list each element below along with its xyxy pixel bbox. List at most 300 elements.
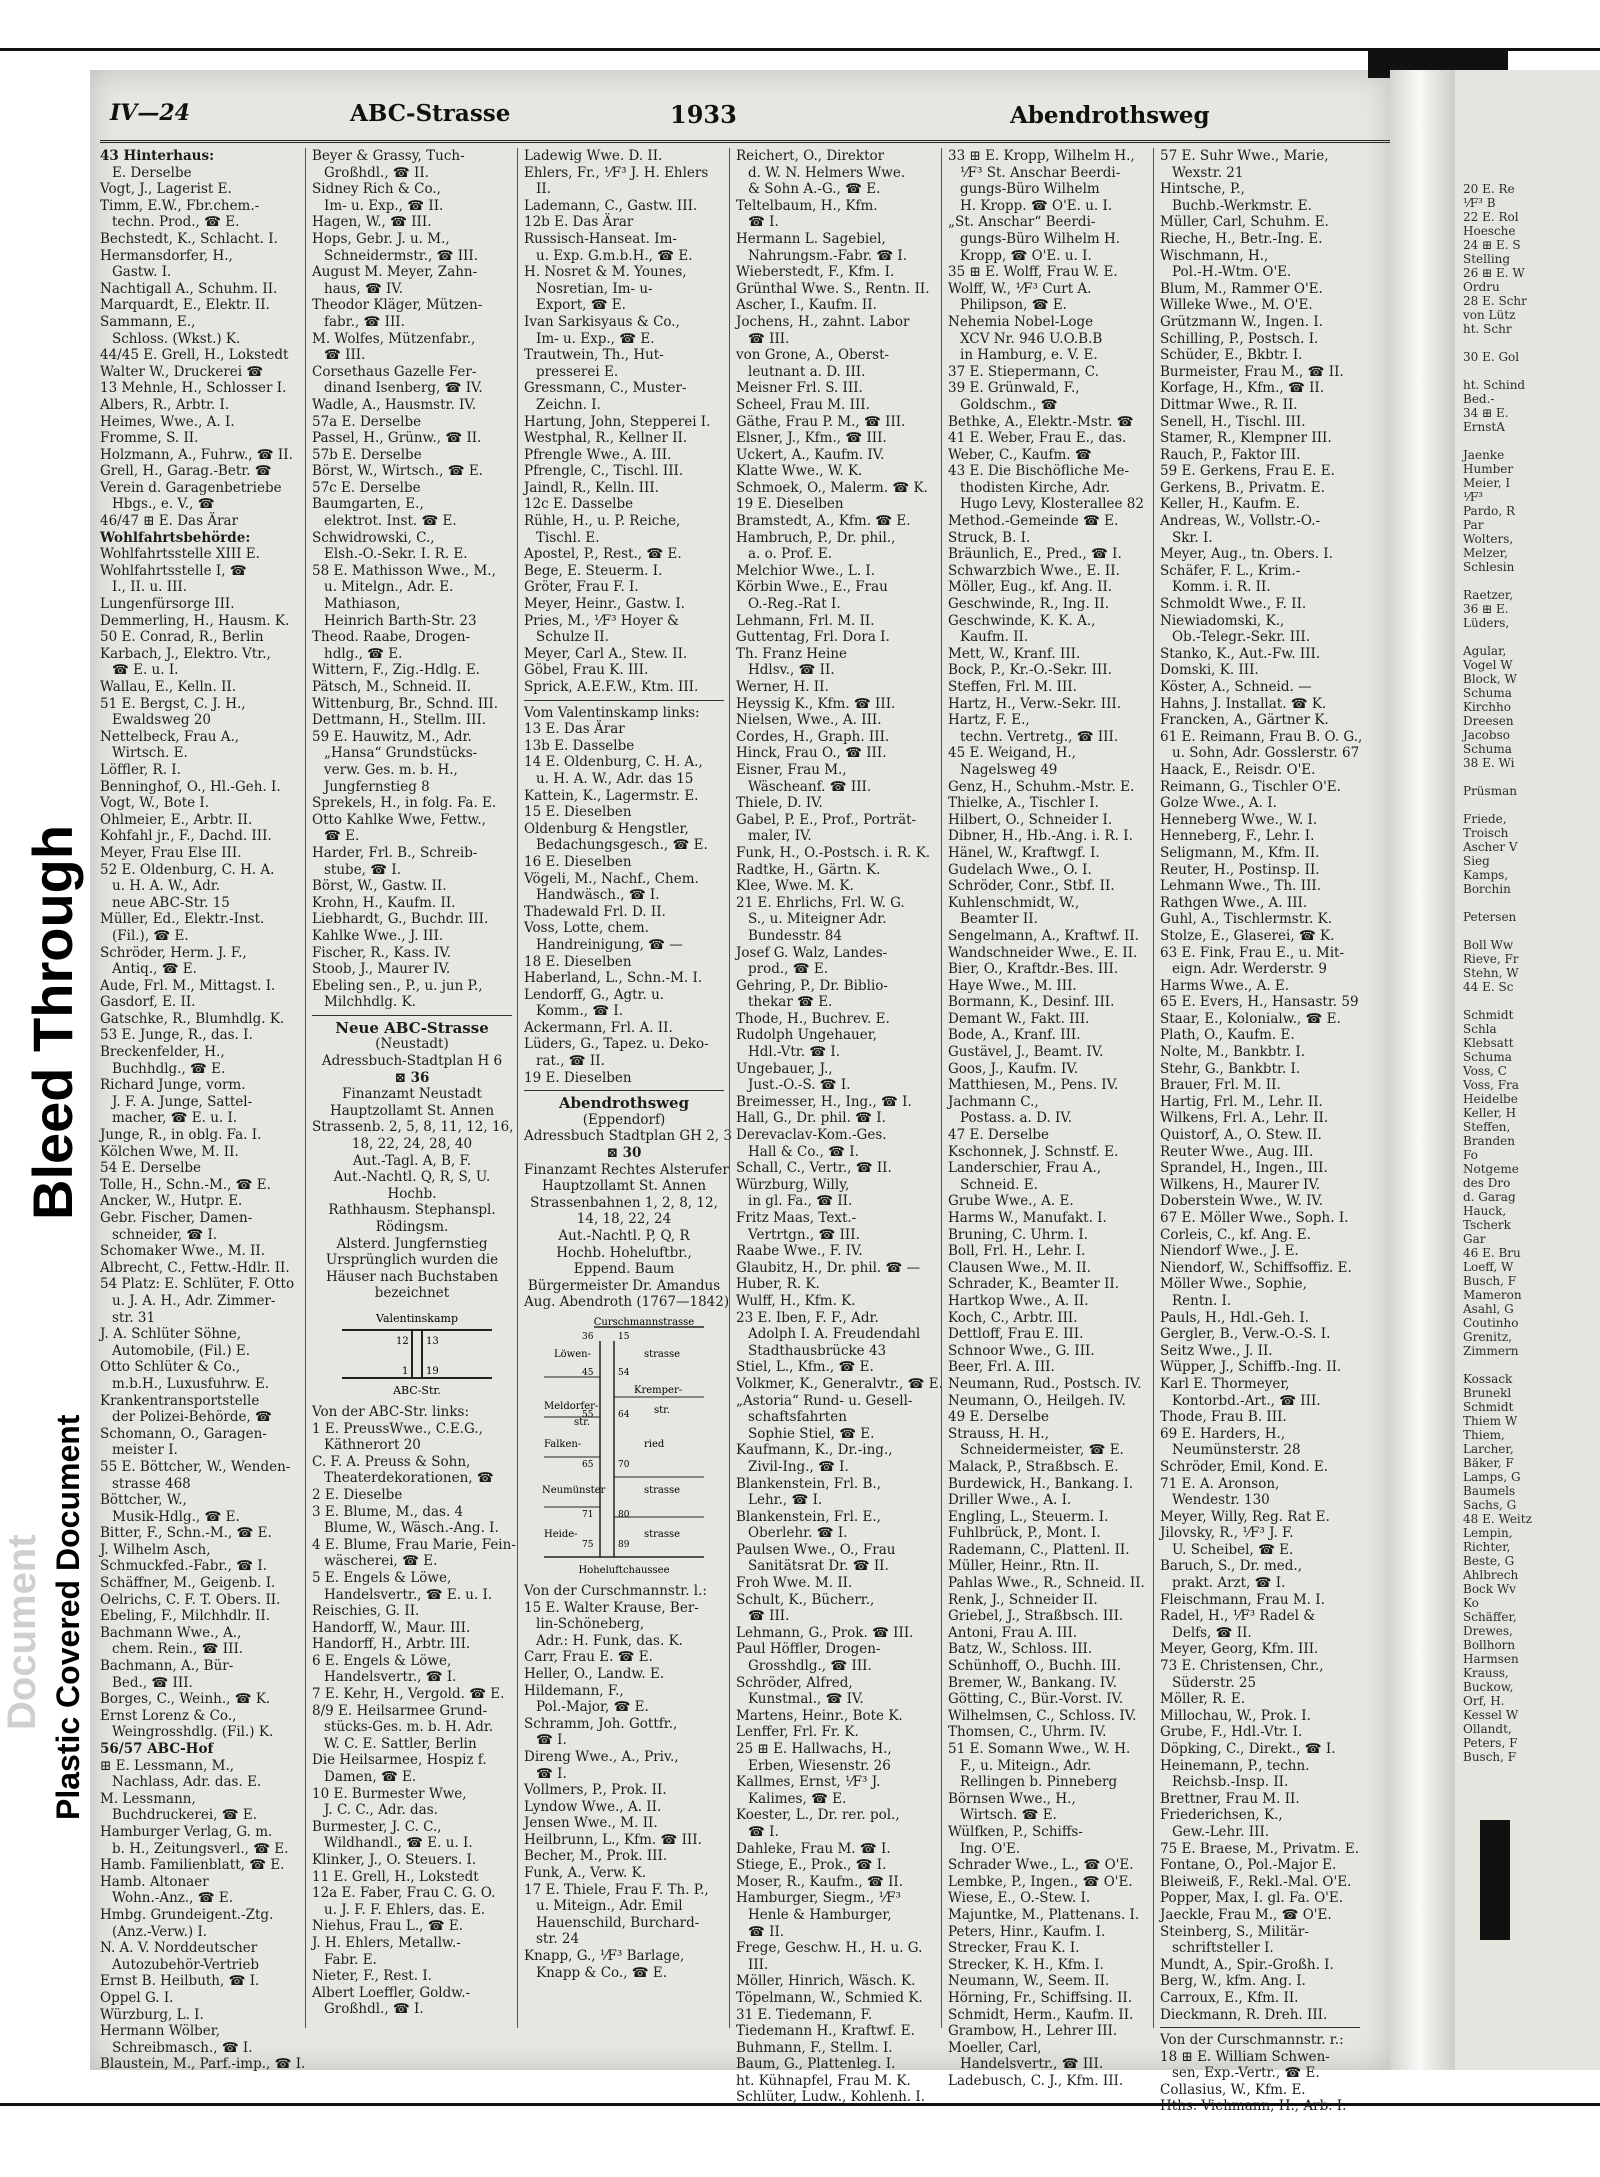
facing-page-entry: Borchin: [1463, 882, 1511, 896]
directory-entry: Wüpper, J., Schiffb.-Ing. II.: [1160, 1359, 1342, 1376]
directory-entry: Möller, Eug., kf. Ang. II.: [948, 579, 1113, 596]
facing-page-entry: Peters, F: [1463, 1736, 1518, 1750]
directory-entry: Hermann L. Sagebiel,: [736, 230, 886, 247]
directory-entry: Gastw. I.: [112, 264, 172, 281]
facing-page-entry: Asahl, G: [1463, 1302, 1514, 1316]
directory-entry: 61 E. Reimann, Frau B. O. G.,: [1160, 728, 1363, 745]
directory-entry: Oldenburg & Hengstler,: [524, 820, 689, 837]
directory-entry: Beamter II.: [960, 911, 1038, 928]
directory-entry: Bachmann, A., Bür-: [100, 1658, 234, 1675]
directory-entry: 65 E. Evers, H., Hansastr. 59: [1160, 994, 1359, 1011]
directory-entry: Pauls, H., Hdl.-Geh. I.: [1160, 1309, 1309, 1326]
map-label: 12: [396, 1335, 409, 1347]
directory-entry: Ernst B. Heilbuth, ☎ I.: [100, 1973, 260, 1990]
directory-entry: Oppel G. I.: [100, 1989, 174, 2006]
directory-entry: Bleiweiß, F., Rekl.-Mal. O'E.: [1160, 1873, 1352, 1890]
facing-page-entry: Schmidt: [1463, 1400, 1514, 1414]
directory-entry: Autozubehör-Vertrieb: [112, 1956, 260, 1973]
directory-entry: Rödingsm.: [375, 1219, 449, 1235]
directory-entry: ☎ III.: [748, 1608, 790, 1625]
directory-entry: Uckert, A., Kaufm. IV.: [736, 446, 885, 463]
map-label: Curschmannstrasse: [593, 1316, 695, 1328]
directory-entry: Ewaldsweg 20: [112, 712, 212, 729]
directory-entry: Die Heilsarmee, Hospiz f.: [312, 1752, 487, 1769]
directory-entry: u. J. A. H., Adr. Zimmer-: [112, 1292, 276, 1309]
directory-entry: u. Miteign., Adr. Emil: [536, 1898, 683, 1915]
directory-entry: Seitz Wwe., J. II.: [1160, 1342, 1273, 1359]
directory-entry: Kalimes, ☎ E.: [748, 1790, 847, 1807]
directory-entry: J. F. A. Junge, Sattel-: [112, 1093, 253, 1110]
directory-entry: ☎ I.: [748, 214, 779, 231]
directory-entry: Lehmann, G., Prok. ☎ III.: [736, 1624, 914, 1641]
directory-entry: Klee, Wwe. M. K.: [736, 878, 854, 895]
facing-page-entry: 44 E. Sc: [1463, 980, 1514, 994]
directory-entry: stube, ☎ I.: [324, 861, 401, 878]
directory-entry: Wieberstedt, F., Kfm. I.: [736, 264, 895, 281]
directory-entry: Method.-Gemeinde ☎ E.: [948, 513, 1119, 530]
directory-entry: Lehmann, Frl. M. II.: [736, 612, 875, 629]
directory-entry: 10 E. Burmester Wwe,: [312, 1785, 467, 1802]
directory-entry: Handreinigung, ☎ —: [536, 936, 683, 953]
directory-entry: Schünhoff, O., Buchh. III.: [948, 1658, 1121, 1675]
neue-abc-strasse-map: [322, 1308, 502, 1398]
directory-entry: Brauer, Frl. M. II.: [1160, 1077, 1281, 1094]
directory-entry: Thomsen, C., Uhrm. IV.: [948, 1724, 1107, 1741]
directory-entry: Fuhlbrück, P., Mont. I.: [948, 1525, 1101, 1542]
directory-entry: ☎ E.: [324, 828, 360, 845]
directory-entry: Th. Franz Heine: [736, 645, 848, 662]
directory-entry: Benninghof, O., Hl.-Geh. I.: [100, 778, 281, 795]
directory-entry: Möller, R. E.: [1160, 1691, 1246, 1708]
directory-entry: von Grone, A., Oberst-: [736, 347, 890, 364]
directory-entry: 54 E. Derselbe: [100, 1160, 202, 1177]
directory-entry: Sengelmann, A., Kraftwf. II.: [948, 927, 1139, 944]
directory-entry: Albrecht, C., Fettw.-Hdlr. II.: [100, 1259, 290, 1276]
directory-entry: Wischmann, H.,: [1160, 247, 1269, 264]
directory-entry: Bruning, C. Uhrm. I.: [948, 1226, 1088, 1243]
directory-entry: Hartkop Wwe., A. II.: [948, 1292, 1089, 1309]
directory-entry: 7 E. Kehr, H., Vergold. ☎ E.: [312, 1686, 505, 1703]
directory-entry: maler, IV.: [748, 828, 812, 845]
directory-entry: Beyer & Grassy, Tuch-: [312, 148, 465, 164]
directory-entry: Stoob, J., Maurer IV.: [312, 961, 451, 978]
directory-entry: Senell, H., Tischl. III.: [1160, 413, 1306, 430]
directory-entry: Kahlke Wwe., J. III.: [312, 927, 444, 944]
directory-entry: 75 E. Braese, M., Privatm. E.: [1160, 1840, 1359, 1857]
facing-page-entry: 26 ⊞ E. W: [1463, 266, 1525, 280]
directory-entry: Pol.-Major, ☎ E.: [536, 1699, 649, 1716]
directory-entry: Blume, W., Wäsch.-Ang. I.: [324, 1520, 499, 1537]
map-label: 19: [426, 1365, 439, 1377]
facing-page-entry: Rieve, Fr: [1463, 952, 1519, 966]
directory-entry: Hdlsv., ☎ II.: [748, 662, 835, 679]
directory-entry: Koester, L., Dr. rer. pol.,: [736, 1807, 900, 1824]
directory-entry: Golze Wwe., A. I.: [1160, 795, 1277, 812]
directory-entry: Froh Wwe. M. II.: [736, 1575, 853, 1592]
directory-entry: Huber, R. K.: [736, 1276, 820, 1293]
facing-page-entry: Krauss,: [1463, 1666, 1509, 1680]
directory-entry: Wulff, H., Kfm. K.: [736, 1292, 856, 1309]
directory-entry: Hall & Co., ☎ I.: [748, 1143, 859, 1160]
directory-entry: Bier, O., Kraftdr.-Bes. III.: [948, 961, 1119, 978]
directory-entry: Wilkens, Frl. A., Lehr. II.: [1160, 1110, 1329, 1127]
facing-page-entry: [1455, 434, 1600, 448]
directory-entry: Nahrungsm.-Fabr. ☎ I.: [748, 247, 908, 264]
directory-entry: 45 E. Weigand, H.,: [948, 745, 1076, 762]
directory-entry: J. C. C., Adr. das.: [324, 1802, 438, 1819]
bleed-through-label: Bleed Through: [21, 824, 84, 1220]
directory-entry: M. Lessmann,: [100, 1790, 196, 1807]
directory-entry: Gudelach Wwe., O. I.: [948, 861, 1092, 878]
directory-column-1: [100, 148, 306, 2073]
directory-entry: E. Derselbe: [112, 164, 192, 181]
directory-entry: Schult, K., Bücherr.,: [736, 1591, 875, 1608]
directory-entry: Süderstr. 25: [1172, 1674, 1257, 1691]
map-label: Löwen-: [554, 1348, 591, 1360]
directory-entry: Reischies, G. II.: [312, 1603, 420, 1620]
directory-entry: Schloss. (Wkst.) K.: [112, 330, 241, 347]
directory-entry: in Hamburg, e. V. E.: [960, 347, 1098, 364]
directory-entry: Hinck, Frau O., ☎ III.: [736, 745, 887, 762]
directory-entry: Bechstedt, K., Schlacht. I.: [100, 230, 278, 247]
directory-entry: 16 E. Dieselben: [524, 853, 632, 870]
facing-page-entry: Ascher V: [1463, 840, 1518, 854]
directory-entry: I., II. u. III.: [112, 579, 188, 596]
directory-entry: techn. Vertretg., ☎ III.: [960, 728, 1119, 745]
directory-entry: Jaeckle, Frau M., ☎ O'E.: [1160, 1906, 1332, 1923]
facing-page-entry: Stehn, W: [1463, 966, 1519, 980]
directory-entry: Hdl.-Vtr. ☎ I.: [748, 1044, 841, 1061]
directory-entry: Vom Valentinskamp links:: [524, 704, 700, 721]
directory-entry: Reichert, O., Direktor: [736, 148, 885, 164]
directory-entry: Schrader, K., Beamter II.: [948, 1276, 1120, 1293]
directory-entry: Baumgarten, E.,: [312, 496, 424, 513]
map-label: 80: [618, 1509, 630, 1520]
directory-entry: Pol.-H.-Wtm. O'E.: [1172, 264, 1292, 281]
directory-entry: Blaustein, M., Parf.-imp., ☎ I.: [100, 2056, 306, 2073]
directory-entry: Steffen, Frl. M. III.: [948, 679, 1077, 695]
abendrothsweg-map: [534, 1317, 714, 1577]
map-label: 71: [582, 1509, 594, 1520]
directory-entry: Gäthe, Frau P. M., ☎ III.: [736, 413, 906, 430]
directory-entry: Schröder, Conr., Stbf. II.: [948, 878, 1115, 895]
directory-entry: Werner, H. II.: [736, 679, 829, 695]
section-title: Abendrothsweg: [558, 1094, 690, 1113]
facing-page-entry: Jacobso: [1463, 728, 1510, 742]
directory-entry: Hugo Levy, Klosterallee 82: [960, 496, 1144, 513]
directory-entry: Gatschke, R., Blumhdlg. K.: [100, 1010, 285, 1027]
directory-entry: Wolff, W., ⅟F³ Curt A.: [948, 280, 1092, 297]
directory-entry: Friederichsen, K.,: [1160, 1807, 1283, 1824]
facing-page-entry: Klebsatt: [1463, 1036, 1514, 1050]
directory-entry: chem. Rein., ☎ III.: [112, 1641, 244, 1658]
directory-entry: Fontane, O., Pol.-Major E.: [1160, 1857, 1337, 1874]
directory-entry: Theod. Raabe, Drogen-: [312, 629, 471, 646]
directory-entry: Hamburger Verlag, G. m.: [100, 1823, 273, 1840]
directory-entry: Aut.-Nachtl. P, Q, R: [558, 1228, 690, 1244]
facing-page-entry: Baumels: [1463, 1484, 1516, 1498]
directory-entry: „Astoria“ Rund- u. Gesell-: [736, 1392, 913, 1409]
directory-entry: Gröter, Frau F. I.: [524, 579, 639, 596]
directory-entry: Hartz, H., Verw.-Sekr. III.: [948, 695, 1122, 712]
directory-entry: 41 E. Weber, Frau E., das.: [948, 430, 1127, 447]
facing-page-entry: 36 ⊞ E.: [1463, 602, 1509, 616]
page-number: IV—24: [110, 100, 190, 126]
directory-entry: 59 E. Gerkens, Frau E. E.: [1160, 463, 1335, 480]
directory-entry: Lyndow Wwe., A. II.: [524, 1798, 662, 1815]
directory-entry: Krankentransportstelle: [100, 1392, 260, 1409]
directory-entry: neue ABC-Str. 15: [112, 894, 230, 911]
directory-entry: J. Wilhelm Asch,: [100, 1541, 211, 1558]
directory-entry: Schomann, O., Garagen-: [100, 1425, 267, 1442]
directory-entry: Von der Curschmannstr. l.:: [524, 1582, 707, 1599]
directory-entry: Meyer, Georg, Kfm. III.: [1160, 1641, 1319, 1658]
directory-entry: Aut.-Nachtl. Q, R, S, U.: [333, 1169, 491, 1186]
directory-entry: Millochau, W., Prok. I.: [1160, 1707, 1311, 1724]
directory-entry: ☎ I.: [536, 1732, 567, 1749]
directory-entry: Bremer, W., Bankang. IV.: [948, 1674, 1117, 1691]
directory-entry: der Polizei-Behörde, ☎: [112, 1409, 272, 1426]
directory-entry: 47 E. Derselbe: [948, 1127, 1050, 1144]
directory-entry: Delfs, ☎ II.: [1172, 1624, 1252, 1641]
facing-page-entry: Keller, H: [1463, 1106, 1517, 1120]
directory-entry: Neumann, W., Seem. II.: [948, 1973, 1110, 1990]
directory-entry: Börnsen Wwe., H.,: [948, 1790, 1076, 1807]
facing-page-entry: Buckow,: [1463, 1680, 1514, 1694]
directory-entry: Buchb.-Werkmstr. E.: [1172, 197, 1312, 214]
directory-entry: Theodor Kläger, Mützen-: [312, 297, 483, 314]
directory-entry: Schröder, Alfred,: [736, 1674, 853, 1691]
directory-entry: 52 E. Oldenburg, C. H. A.: [100, 861, 275, 878]
map-label: 45: [582, 1367, 594, 1378]
directory-entry: Würzburg, L. I.: [100, 2006, 204, 2023]
directory-entry: Bormann, K., Desinf. III.: [948, 994, 1115, 1011]
facing-page-entry: [1455, 1358, 1600, 1372]
directory-entry: Bock, P., Kr.-O.-Sekr. III.: [948, 662, 1112, 679]
facing-page-entry: Orf, H.: [1463, 1694, 1505, 1708]
directory-entry: 12a E. Faber, Frau C. G. O.: [312, 1885, 496, 1902]
facing-page-entry: [1455, 630, 1600, 644]
facing-page-entry: 20 E. Re: [1463, 182, 1515, 196]
directory-entry: Ackermann, Frl. A. II.: [524, 1019, 673, 1036]
faint-document-label: Document: [0, 1534, 44, 1730]
directory-entry: Hochb. Hoheluftbr.,: [556, 1244, 692, 1261]
directory-entry: Wohlfahrtsstelle I, ☎: [100, 562, 247, 579]
directory-entry: gungs-Büro Wilhelm H.: [960, 230, 1121, 247]
directory-entry: Struck, B. I.: [948, 529, 1031, 546]
directory-entry: haus, ☎ IV.: [324, 280, 404, 297]
directory-entry: elektrot. Inst. ☎ E.: [324, 513, 457, 530]
directory-entry: Paul Höffler, Drogen-: [736, 1641, 881, 1658]
directory-entry: d. W. N. Helmers Wwe.: [748, 164, 906, 181]
facing-page-entry: 28 E. Schr: [1463, 294, 1527, 308]
directory-entry: ☎ II.: [748, 1923, 785, 1940]
directory-entry: Ebeling, F., Milchhdlr. II.: [100, 1608, 271, 1625]
directory-entry: Vögeli, M., Nachf., Chem.: [524, 870, 699, 887]
directory-entry: prod., ☎ E.: [748, 961, 828, 978]
facing-page-entry: Bock Wv: [1463, 1582, 1516, 1596]
directory-entry: rat., ☎ II.: [536, 1053, 605, 1070]
directory-entry: Löffler, R. I.: [100, 761, 181, 778]
directory-entry: Schwidrowski, C.,: [312, 529, 435, 546]
directory-entry: Lembke, P., Ingen., ☎ O'E.: [948, 1873, 1133, 1890]
directory-entry: Scheel, Frau M. III.: [736, 396, 870, 413]
facing-page-entry: Pardo, R: [1463, 504, 1515, 518]
map-label: Meldorfer-: [544, 1400, 599, 1412]
directory-entry: Timm, E.W., Fbr.chem.-: [100, 197, 260, 214]
directory-entry: Schmidt, Herm., Kaufm. II.: [948, 2006, 1134, 2023]
directory-entry: 49 E. Derselbe: [948, 1409, 1050, 1426]
directory-entry: ☎ E. u. I.: [112, 662, 179, 679]
directory-entry: gungs-Büro Wilhelm: [960, 181, 1100, 198]
directory-entry: strasse 468: [112, 1475, 191, 1492]
directory-entry: 5 E. Engels & Löwe,: [312, 1569, 452, 1586]
facing-page-entry: Lempin,: [1463, 1526, 1513, 1540]
directory-entry: Renk, J., Schneider II.: [948, 1591, 1098, 1608]
directory-entry: Pfrengle, C., Tischl. III.: [524, 463, 684, 480]
directory-entry: Wiese, E., O.-Stew. I.: [948, 1890, 1091, 1907]
directory-entry: ⅟F³ St. Anschar Beerdi-: [960, 164, 1121, 181]
directory-entry: Schneid. E.: [960, 1176, 1038, 1193]
directory-entry: Ohlmeier, E., Arbtr. II.: [100, 811, 253, 828]
directory-entry: Liebhardt, G., Buchdr. III.: [312, 911, 489, 928]
facing-page-entry: Bollhorn: [1463, 1638, 1516, 1652]
directory-entry: Martens, Heinr., Bote K.: [736, 1707, 903, 1724]
directory-entry: 3 E. Blume, M., das. 4: [312, 1503, 464, 1520]
directory-entry: 19 E. Dieselben: [736, 496, 844, 513]
directory-entry: sen, Exp.-Vertr., ☎ E.: [1172, 2065, 1320, 2082]
directory-entry: Eisner, Frau M.,: [736, 761, 847, 778]
directory-entry: Pries, M., ⅟F³ Hoyer &: [524, 612, 680, 629]
directory-entry: Schomaker Wwe., M. II.: [100, 1243, 266, 1260]
map-label: Valentinskamp: [376, 1311, 458, 1325]
directory-entry: Wildhandl., ☎ E. u. I.: [324, 1835, 473, 1852]
directory-entry: Schneidermstr., ☎ III.: [324, 247, 478, 264]
facing-page-entry: Bed.-: [1463, 392, 1495, 406]
directory-entry: lin-Schöneberg,: [536, 1616, 645, 1633]
directory-entry: Carr, Frau E. ☎ E.: [524, 1649, 653, 1666]
directory-entry: Postass. a. D. IV.: [960, 1110, 1073, 1127]
directory-entry: Vogt, W., Bote I.: [100, 795, 210, 812]
directory-entry: Jungfernstieg 8: [324, 778, 430, 795]
section-rule: [1160, 2027, 1360, 2028]
directory-entry: Teltelbaum, H., Kfm.: [736, 197, 878, 214]
directory-entry: Rademann, C., Plattenl. II.: [948, 1541, 1130, 1558]
facing-page-entry: Sieg: [1463, 854, 1490, 868]
directory-entry: Verein d. Garagenbetriebe: [100, 479, 282, 496]
directory-entry: Grünthal Wwe. S., Rentn. II.: [736, 280, 930, 297]
directory-entry: J. H. Ehlers, Metallw.-: [312, 1934, 461, 1951]
directory-entry: Sidney Rich & Co.,: [312, 181, 441, 198]
directory-entry: Böttcher, W.,: [100, 1492, 187, 1509]
directory-entry: Buchhdlg., ☎ E.: [112, 1060, 226, 1077]
directory-entry: Von der Curschmannstr. r.:: [1160, 2032, 1344, 2049]
directory-entry: 59 E. Hauwitz, M., Adr.: [312, 728, 472, 745]
directory-entry: Grell, H., Garag.-Betr. ☎: [100, 463, 272, 480]
map-label: 54: [618, 1367, 630, 1378]
directory-entry: Müller, Heinr., Rtn. II.: [948, 1558, 1100, 1575]
map-label: strasse: [644, 1484, 681, 1496]
directory-entry: Mathiason,: [324, 596, 401, 613]
directory-entry: Möller, Hinrich, Wäsch. K.: [736, 1973, 916, 1990]
directory-entry: Krohn, H., Kaufm. II.: [312, 894, 456, 911]
column-divider: [941, 148, 942, 2028]
facing-page-entry: Loeff, W: [1463, 1260, 1514, 1274]
facing-page-entry: Thiem W: [1463, 1414, 1518, 1428]
directory-entry: Sophie Stiel, ☎ E.: [748, 1425, 875, 1442]
directory-entry: Möller Wwe., Sophie,: [1160, 1276, 1307, 1293]
directory-entry: Bode, A., Kranf. III.: [948, 1027, 1081, 1044]
directory-entry: Korfage, H., Kfm., ☎ II.: [1160, 380, 1325, 397]
directory-entry: Wohlfahrtsstelle XIII E.: [100, 546, 260, 563]
directory-entry: Dieckmann, R. Dreh. III.: [1160, 2006, 1328, 2023]
directory-entry: Trautwein, Th., Hut-: [524, 347, 664, 364]
directory-entry: ☎ III.: [324, 347, 366, 364]
map-label: 65: [582, 1459, 594, 1470]
directory-entry: Blankenstein, Frl. B.,: [736, 1475, 882, 1492]
directory-entry: Philipson, ☎ E.: [960, 297, 1067, 314]
section-title: Neue ABC-Strasse: [335, 1018, 489, 1037]
directory-entry: u. H. A. W., Adr. das 15: [536, 770, 694, 787]
directory-entry: 46/47 ⊞ E. Das Ärar: [100, 513, 239, 530]
directory-entry: 50 E. Conrad, R., Berlin: [100, 629, 264, 646]
facing-page-entry: Prüsman: [1463, 784, 1517, 798]
directory-entry: eign. Adr. Werderstr. 9: [1172, 961, 1327, 978]
directory-entry: Engling, L., Steuerm. I.: [948, 1508, 1109, 1525]
directory-entry: Burmeister, Frau M., ☎ II.: [1160, 363, 1344, 380]
directory-entry: & Sohn A.-G., ☎ E.: [748, 181, 881, 198]
facing-page-entry: 38 E. Wi: [1463, 756, 1515, 770]
facing-page-entry: Schuma: [1463, 686, 1512, 700]
directory-entry: Thielke, A., Tischler I.: [948, 795, 1099, 812]
directory-entry: Dettmann, H., Stellm. III.: [312, 712, 487, 729]
directory-entry: ht. Kühnapfel, Frau M. K.: [736, 2072, 911, 2089]
directory-entry: 21 E. Ehrlichs, Frl. W. G.: [736, 894, 905, 911]
directory-entry: Strauss, H. H.,: [948, 1425, 1050, 1442]
facing-page-entry: Lamps, G: [1463, 1470, 1521, 1484]
directory-entry: Hbgs., e. V., ☎: [112, 496, 215, 513]
header-rule: [100, 140, 1390, 143]
directory-entry: O.-Reg.-Rat I.: [748, 596, 841, 613]
directory-entry: Komm., ☎ I.: [536, 1003, 624, 1020]
directory-entry: Götting, C., Bür.-Vorst. IV.: [948, 1691, 1124, 1708]
directory-entry: Dettloff, Frau E. III.: [948, 1326, 1084, 1343]
directory-entry: Thiele, D. IV.: [736, 795, 823, 812]
directory-entry: ☎ III.: [748, 330, 790, 347]
directory-entry: techn. Prod., ☎ E.: [112, 214, 240, 231]
directory-entry: Meyer, Aug., tn. Obers. I.: [1160, 546, 1333, 563]
directory-entry: Nettelbeck, Frau A.,: [100, 728, 240, 745]
facing-page-entry: ⅟F³: [1463, 490, 1483, 504]
directory-entry: Niehus, Frau L., ☎ E.: [312, 1918, 463, 1935]
directory-entry: Großhdl., ☎ I.: [324, 2001, 424, 2018]
directory-entry: Klatte Wwe., W. K.: [736, 463, 863, 480]
directory-entry: F., u. Miteign., Adr.: [960, 1757, 1092, 1774]
facing-page-entry: Vogel W: [1463, 658, 1513, 672]
directory-entry: Börst, W., Gastw. II.: [312, 878, 447, 895]
directory-entry: Bege, E. Steuerm. I.: [524, 562, 663, 579]
directory-entry: Buhmann, F., Stellm. I.: [736, 2039, 893, 2056]
directory-entry: dinand Isenberg, ☎ IV.: [324, 380, 483, 397]
directory-entry: u. H. A. W., Adr.: [112, 878, 221, 895]
directory-entry: ⊠ 36: [394, 1069, 430, 1086]
map-label: Neumünster: [542, 1484, 606, 1496]
directory-entry: u. Exp. G.m.b.H., ☎ E.: [536, 247, 693, 264]
section-rule: [312, 1015, 512, 1016]
facing-page-entry: [1455, 770, 1600, 784]
plastic-covered-label: Plastic Covered Document: [50, 1414, 86, 1820]
directory-entry: (Neustadt): [375, 1036, 449, 1053]
